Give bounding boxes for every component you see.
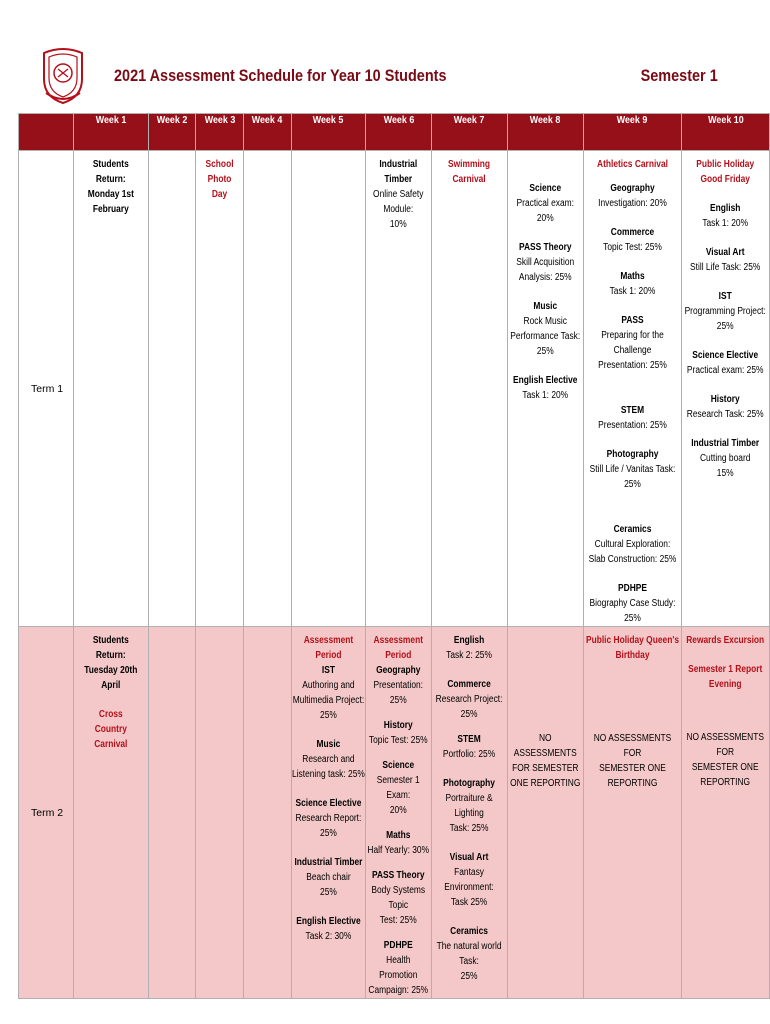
term1-week2-cell bbox=[148, 151, 196, 627]
term1-week8-cell: Science Practical exam: 20% PASS Theory Skill Acquisition Analysis: 25% Music Rock Music Performance Task: 25% English Elective Task 1: 20% bbox=[507, 151, 583, 627]
term1-week6-cell: Industrial Timber Online Safety Module: 10% bbox=[366, 151, 432, 627]
term2-week4-cell bbox=[244, 627, 292, 999]
term2-week1-cell: Students Return: Tuesday 20th April Cross Country Carnival bbox=[73, 627, 148, 999]
term-2-label: Term 2 bbox=[19, 627, 74, 999]
week-4-header: Week 4 bbox=[244, 114, 292, 151]
term2-week10-cell: Rewards Excursion Semester 1 Report Evening NO ASSESSMENTS FOR SEMESTER ONE REPORTING bbox=[682, 627, 770, 999]
term-1-label: Term 1 bbox=[19, 151, 74, 627]
semester-label: Semester 1 bbox=[640, 66, 718, 85]
term1-week10-cell: Public Holiday Good Friday English Task 1: 20% Visual Art Still Life Task: 25% IST Programming Project: 25% Science Elective Practical exam: 25% History Research Task: 25% Industrial Timber Cutting board 15% bbox=[682, 151, 770, 627]
term1-week3-cell: School Photo Day bbox=[196, 151, 244, 627]
term2-week9-cell: Public Holiday Queen's Birthday NO ASSESSMENTS FOR SEMESTER ONE REPORTING bbox=[583, 627, 681, 999]
term1-week9-cell: Athletics Carnival Geography Investigation: 20% Commerce Topic Test: 25% Maths Task 1: 20% PASS Preparing for the Challenge Presentation: 25% STEM Presentation: 25% Photography Still Life / Vanitas Task: 25% Ceramics Cultural Exploration: Slab Construction: 25% PDHPE Biography Case Study: 25% bbox=[583, 151, 681, 627]
term1-week1-cell: Students Return: Monday 1st February bbox=[73, 151, 148, 627]
term2-week2-cell bbox=[148, 627, 196, 999]
week-10-header: Week 10 bbox=[682, 114, 770, 151]
week-6-header: Week 6 bbox=[366, 114, 432, 151]
week-9-header: Week 9 bbox=[583, 114, 681, 151]
term2-week8-cell: NO ASSESSMENTS FOR SEMESTER ONE REPORTING bbox=[507, 627, 583, 999]
term1-week5-cell bbox=[291, 151, 366, 627]
term2-week6-cell: Assessment Period Geography Presentation: 25% History Topic Test: 25% Science Semester 1 Exam: 20% Maths Half Yearly: 30% PASS Theory Body Systems Topic Test: 25% PDHPE Health Promotion Campaign: 25% bbox=[366, 627, 432, 999]
page-title: 2021 Assessment Schedule for Year 10 Students bbox=[114, 66, 447, 85]
corner-header bbox=[19, 114, 74, 151]
week-8-header: Week 8 bbox=[507, 114, 583, 151]
term-2-row bbox=[19, 627, 770, 999]
week-header-row bbox=[19, 114, 770, 151]
week-2-header: Week 2 bbox=[148, 114, 196, 151]
week-5-header: Week 5 bbox=[291, 114, 366, 151]
term2-week5-cell: Assessment Period IST Authoring and Multimedia Project: 25% Music Research and Listening task: 25% Science Elective Research Report: 25% Industrial Timber Beach chair 25% English Elective Task 2: 30% bbox=[291, 627, 366, 999]
week-1-header: Week 1 bbox=[73, 114, 148, 151]
term1-week4-cell bbox=[244, 151, 292, 627]
term2-week7-cell: English Task 2: 25% Commerce Research Project: 25% STEM Portfolio: 25% Photography Portraiture & Lighting Task: 25% Visual Art Fantasy Environment: Task 25% Ceramics The natural world Task: 25% bbox=[432, 627, 508, 999]
assessment-schedule-table bbox=[18, 113, 770, 999]
week-7-header: Week 7 bbox=[432, 114, 508, 151]
week-3-header: Week 3 bbox=[196, 114, 244, 151]
term2-week3-cell bbox=[196, 627, 244, 999]
school-crest-logo bbox=[40, 47, 86, 105]
term-1-row bbox=[19, 151, 770, 627]
term1-week7-cell: Swimming Carnival bbox=[432, 151, 508, 627]
